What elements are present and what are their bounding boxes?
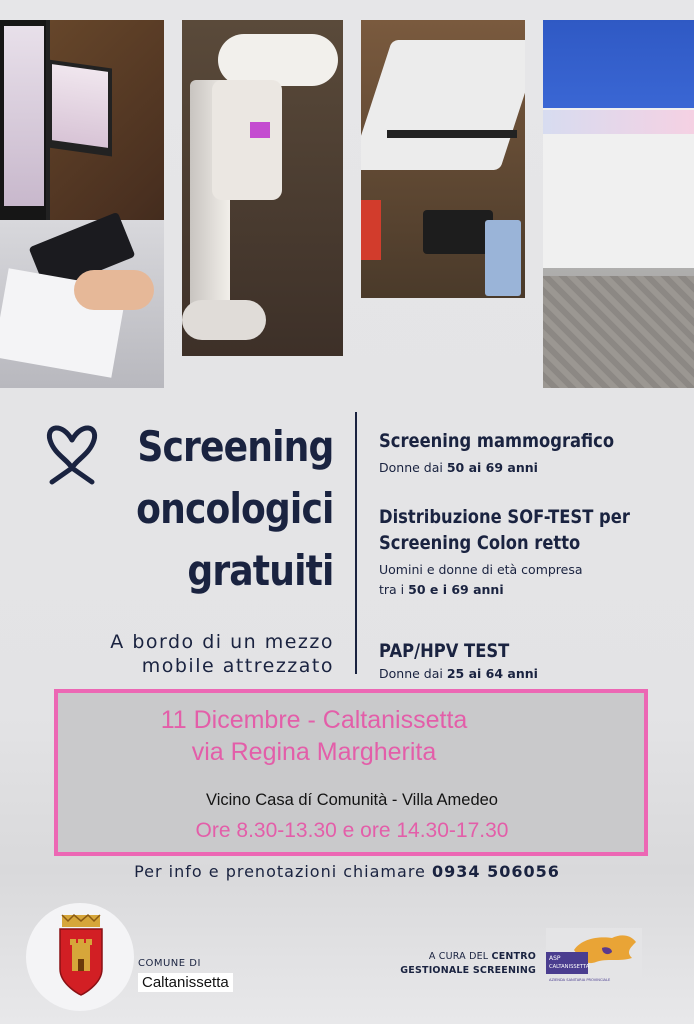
asp-logo-text: CALTANISSETTA: [549, 964, 590, 970]
service-heading: Screening Colon retto: [379, 532, 581, 554]
service-heading: PAP/HPV TEST: [379, 640, 510, 662]
title-line: oncologici: [136, 484, 334, 533]
event-hours: Ore 8.30-13.30 e ore 14.30-17.30: [195, 819, 509, 842]
curated-by: A CURA DEL CENTRO GESTIONALE SCREENING: [400, 951, 536, 976]
service-sof-test: [379, 504, 671, 600]
subtitle-line: A bordo di un mezzo: [110, 631, 334, 653]
service-description: Donne dai 25 ai 64 anni: [379, 666, 538, 681]
service-heading: Distribuzione SOF-TEST per: [379, 506, 630, 528]
examination-bed-photo: [361, 20, 525, 298]
vertical-divider: [355, 412, 357, 674]
event-landmark: Vicino Casa dí Comunità - Villa Amedeo: [206, 791, 498, 809]
title-line: Screening: [137, 422, 334, 471]
title-line: gratuiti: [187, 546, 334, 595]
info-line: [0, 862, 694, 881]
event-details-box: [54, 689, 648, 856]
asp-logo-text: ASP: [549, 955, 561, 962]
comune-name: Caltanissetta: [138, 973, 233, 992]
computer-workstation-photo: [0, 20, 164, 388]
mammography-machine-photo: [182, 20, 343, 356]
subtitle-line: mobile attrezzato: [141, 655, 334, 677]
subtitle: [110, 630, 334, 678]
service-pap-hpv: [379, 638, 538, 684]
phone-number[interactable]: 0934 506056: [431, 862, 560, 881]
awareness-ribbon-icon: [44, 416, 100, 486]
service-heading: Screening mammografico: [379, 430, 615, 452]
mobile-screening-truck-photo: [543, 20, 694, 388]
service-description: Donne dai 50 ai 69 anni: [379, 460, 538, 475]
asp-logo-text: AZIENDA SANITARIA PROVINCIALE: [549, 978, 611, 982]
page-title: [137, 416, 334, 602]
event-date-city: 11 Dicembre - Caltanissetta: [160, 706, 468, 734]
asp-caltanissetta-logo: [546, 928, 642, 984]
service-mammography: [379, 428, 652, 478]
caltanissetta-crest-icon: [56, 913, 106, 997]
info-text: Per info e prenotazioni chiamare: [134, 862, 432, 881]
event-street: via Regina Margherita: [191, 738, 437, 766]
comune-label: COMUNE DI: [138, 958, 201, 969]
service-description: Uomini e donne di età compresa tra i 50 e i 69 anni: [379, 562, 583, 597]
